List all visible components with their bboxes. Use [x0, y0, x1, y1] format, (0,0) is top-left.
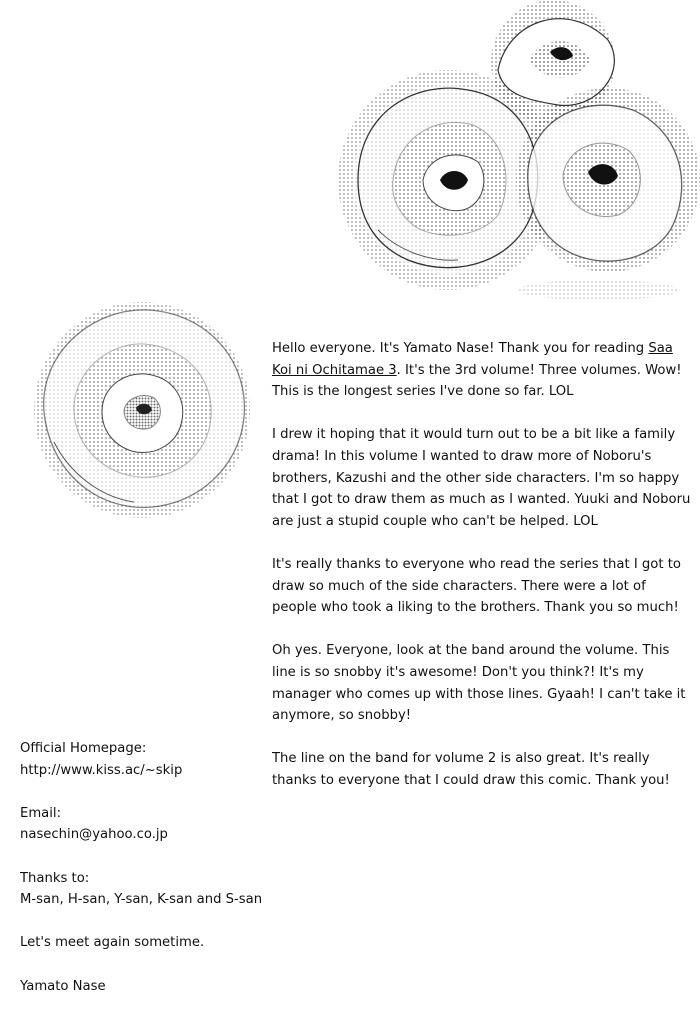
homepage-block	[20, 738, 280, 781]
letter-paragraph-5: The line on the band for volume 2 is also great. It's really thanks to everyone that I could draw this comic. Thank you!	[272, 751, 670, 788]
rose-cluster-illustration	[318, 0, 700, 300]
thanks-block	[20, 868, 280, 911]
letter-p1-intro: Hello everyone. It's Yamato Nase! Thank you for reading	[272, 341, 649, 356]
thanks-label: Thanks to:	[20, 870, 90, 886]
rose-illustration	[24, 292, 260, 518]
homepage-label: Official Homepage:	[20, 741, 147, 756]
signature-block	[20, 976, 280, 998]
author-info	[20, 738, 280, 1019]
letter-paragraph-2: I drew it hoping that it would turn out to be a bit like a family drama! In this volume I wanted to draw more of Noboru's brothers, Kazushi and the other side characters. I'm so happy that I got to draw them as much as I wanted. Yuuki and Noboru are just a stupid couple who can't be helped. LOL	[272, 427, 691, 529]
email-label: Email:	[20, 805, 62, 821]
letter-paragraph-1	[272, 338, 692, 403]
letter-paragraph-4: Oh yes. Everyone, look at the band around the volume. This line is so snobby it's awesome! Don't you think?! It's my manager who comes up with those lines. Gyaah! I can't take it anymore, so snobby!	[272, 643, 686, 724]
email-address: nasechin@yahoo.co.jp	[20, 827, 168, 843]
rose-right	[516, 88, 700, 272]
homepage-url: http://www.kiss.ac/~skip	[20, 762, 183, 778]
closing-line: Let's meet again sometime.	[20, 935, 205, 951]
thanks-names: M-san, H-san, Y-san, K-san and S-san	[20, 892, 263, 908]
author-signature: Yamato Nase	[20, 978, 106, 994]
letter-paragraph-3: It's really thanks to everyone who read the series that I got to draw so much of the side characters. There were a lot of people who took a liking to the brothers. Thank you so much!	[272, 556, 681, 616]
email-block	[20, 803, 280, 846]
volume-title: Saa Koi ni Ochitamae 3	[272, 341, 673, 378]
afterword-letter	[272, 338, 692, 813]
closing-block	[20, 932, 280, 954]
letter-p1-rest: . It's the 3rd volume! Three volumes. Wow! This is the longest series I've done so far. LOL	[272, 362, 682, 400]
